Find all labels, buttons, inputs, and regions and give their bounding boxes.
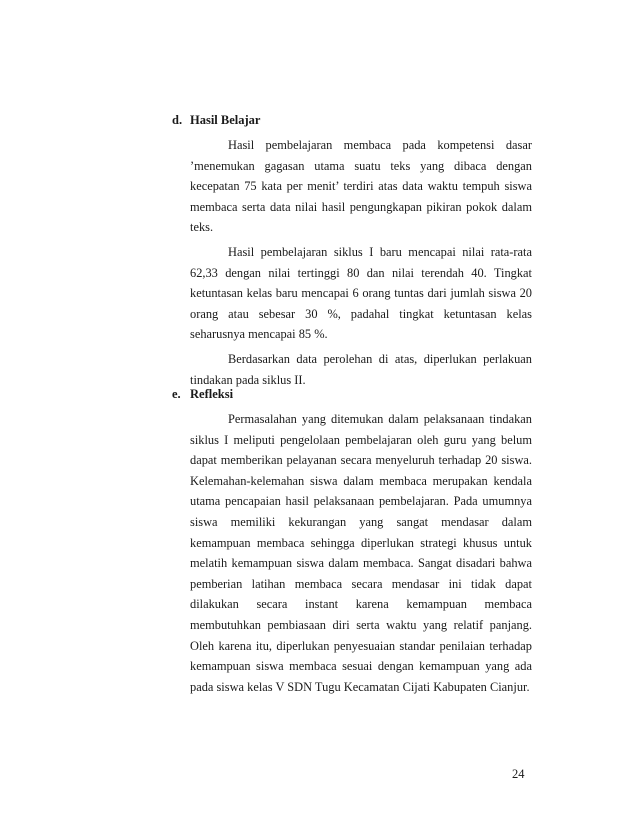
section-letter: d. xyxy=(172,113,183,127)
paragraph xyxy=(190,242,532,345)
section-heading xyxy=(172,385,532,403)
paragraph-text: Hasil pembelajaran siklus I baru mencapai nilai rata-rata 62,33 dengan nilai tertinggi 80 dan nilai terendah 40. Tingkat ketuntasan kelas baru mencapai 6 orang tuntas dari jumlah siswa 20 orang atau sebesar 30 %, padahal tingkat ketuntasan kelas seharusnya mencapai 85 %. xyxy=(190,244,532,342)
paragraph-text: Berdasarkan data perolehan di atas, diperlukan perlakuan tindakan pada siklus II. xyxy=(190,351,532,387)
paragraph xyxy=(190,409,532,697)
section-title: Refleksi xyxy=(190,387,234,401)
section-title: Hasil Belajar xyxy=(190,113,261,127)
section-refleksi xyxy=(172,385,532,697)
section-heading xyxy=(172,111,532,129)
page-number: 24 xyxy=(512,767,525,781)
paragraph-text: Hasil pembelajaran membaca pada kompetensi dasar ’menemukan gagasan utama suatu teks yang dibaca dengan kecepatan 75 kata per menit’ terdiri atas data waktu tempuh siswa membaca serta data nilai hasil pengungkapan pikiran pokok dalam teks. xyxy=(190,138,532,235)
paragraph xyxy=(190,349,532,390)
section-letter: e. xyxy=(172,387,181,401)
section-hasil-belajar xyxy=(172,111,532,390)
paragraph-text: Permasalahan yang ditemukan dalam pelaksanaan tindakan siklus I meliputi pengelolaan pembelajaran oleh guru yang belum dapat memberikan pelayanan secara menyeluruh terhadap 20 siswa. Kelemahan-kelemahan siswa dalam membaca merupakan kendala utama pencapaian hasil pelaksanaan pembelajaran. Pada umumnya siswa memiliki kekurangan yang sangat mendasar dalam kemampuan membaca sehingga diperlukan strategi khusus untuk melatih kemampuan siswa dalam membaca. Sangat disadari bahwa pemberian latihan membaca secara mendasar ini tidak dapat dilakukan secara instant karena kemampuan membaca membutuhkan pembiasaan diri serta waktu yang relatif panjang. Oleh karena itu, diperlukan penyesuaian standar penilaian terhadap kemampuan siswa membaca sesuai dengan kemampuan yang ada pada siswa kelas V SDN Tugu Kecamatan Cijati Kabupaten Cianjur. xyxy=(190,412,532,694)
paragraph xyxy=(190,135,532,238)
